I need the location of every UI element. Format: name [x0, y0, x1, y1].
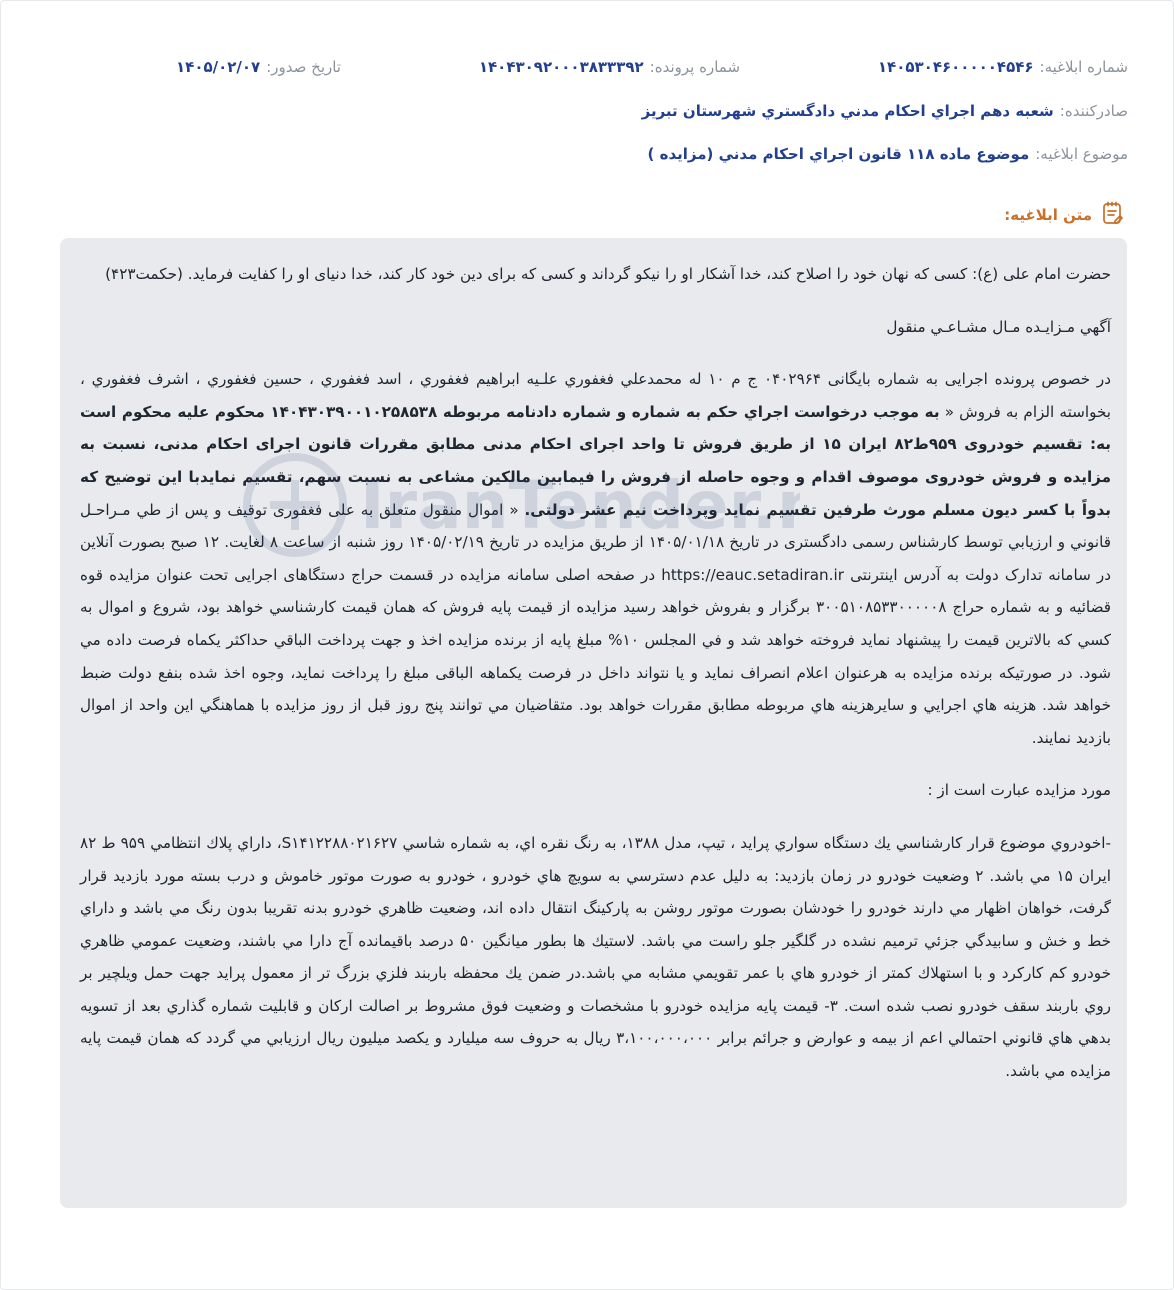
notice-number-value: ۱۴۰۵۳۰۴۶۰۰۰۰۰۴۵۴۶: [877, 58, 1034, 76]
case-number: [479, 58, 740, 76]
auction-details-intro: در خصوص پرونده اجرايی به شماره بايگانی ۰۴۰۲۹۶۴ ج م ۱۰ له محمدعلي فغفوري علـيه ابراهيم فغفوري ، اسد فغفوري ، حسين فغفوري ، اشرف فغفوري ، بخواسته الزام به فروش «: [80, 370, 1111, 421]
auction-details-terms: « اموال منقول متعلق به علی فغفوری توقيف و پس از طي مـراحـل قانوني و ارزيابي توسط كارشناس رسمی دادگستری در تاريخ ۱۴۰۵/۰۱/۱۸ از طريق مزايده در تاريخ ۱۴۰۵/۰۲/۱۹ روز شنبه از ساعت ۸ لغايت. ۱۲ صبح بصورت آنلاين در سامانه تدارک دولت به آدرس اينترنتی https://eauc.setadiran.ir در صفحه اصلی سامانه مزايده در قسمت حراج دستگاهای اجرايی تحت عنوان مزايده قوه قضائيه و به شماره حراج ۳۰۰۵۱۰۸۵۳۳۰۰۰۰۰۸ برگزار و بفروش خواهد رسيد مزايده از قيمت پايه فروش كه همان قيمت كارشناسي خواهد بود، شروع و اموال به كسي كه بالاترين قيمت را پيشنهاد نمايد فروخته خواهد شد و في المجلس ۱۰% مبلغ پايه از برنده مزايده اخذ و جهت پرداخت الباقي حداكثر يكماه فرصت داده مي شود. در صورتيكه برنده مزايده به هرعنوان اعلام انصراف نمايد و يا نتواند داخل در فرصت يكماهه الباقی مبلغ را پرداخت نمايد، وجوه اخذ شده بنفع دولت ضبط خواهد شد. هزينه هاي اجرايي و سايرهزينه هاي مربوطه مطابق مقررات خواهد بود. متقاضيان مي توانند پنج روز قبل از روز مزايده با هماهنگي اين واحد از اموال بازديد نمايند.: [80, 500, 1111, 747]
issue-date-value: ۱۴۰۵/۰۲/۰۷: [176, 58, 261, 76]
case-number-value: ۱۴۰۴۳۰۹۲۰۰۰۳۸۳۳۳۹۲: [478, 58, 644, 76]
notice-body: [60, 238, 1127, 1208]
notice-number-label: شماره ابلاغیه:: [1039, 58, 1128, 76]
case-number-label: شماره پرونده:: [649, 58, 741, 76]
notice-text-title: متن ابلاغیه:: [1004, 206, 1092, 224]
notice-number: [878, 58, 1128, 76]
subject-label: موضوع ابلاغیه:: [1035, 145, 1128, 163]
subject-row: [46, 145, 1128, 163]
notice-text-heading: [1004, 200, 1126, 230]
issuer-value: شعبه دهم اجراي احكام مدني دادگستري شهرستان تبريز: [641, 102, 1054, 120]
auction-details-paragraph: [80, 363, 1111, 754]
quote-paragraph: حضرت امام علی (ع): کسی که نهان خود را اصلاح کند، خدا آشکار او را نیکو گرداند و کسی که برای دین خود کار کند، خدا دنیای او را کفایت فرماید. (حکمت۴۲۳): [105, 265, 1111, 283]
header-meta-row: [46, 58, 1128, 76]
issue-date-label: تاریخ صدور:: [266, 58, 341, 76]
document-note-icon: [1100, 200, 1126, 230]
subject-value: موضوع ماده ۱۱۸ قانون اجراي احكام مدني (مزايده ): [647, 145, 1030, 163]
auction-item-heading: مورد مزايده عبارت است از :: [927, 781, 1111, 800]
auction-heading: آگهي مـزايـده مـال مشـاعـي منقول: [886, 317, 1111, 336]
issuer-label: صادرکننده:: [1059, 102, 1128, 120]
auction-item-description: -اخودروي موضوع قرار كارشناسي يك دستگاه سواري پرايد ، تيپ، مدل ۱۳۸۸، به رنگ نقره اي، به شماره شاسي S۱۴۱۲۲۸۸۰۲۱۶۲۷، داراي پلاك انتظامي ۹۵۹ ط ۸۲ ايران ۱۵ مي باشد. ۲ وضعيت خودرو در زمان بازديد: به دليل عدم دسترسي به سويچ هاي خودرو ، خودرو به صورت موتور خاموش و درب بسته مورد بازديد قرار گرفت، خواهان اظهار مي دارند خودرو را خودشان بصورت موتور روشن به پاركينگ انتقال داده اند، وضعيت ظاهري خودرو بدنه تقريبا بدون رنگ مي باشد و داراي خط و خش و سابيدگي جزئي ترميم نشده در گلگير جلو راست مي باشد. لاستيك ها بطور ميانگين ۵۰ درصد باقيمانده آج دارا مي باشند، وضعيت عمومي ظاهري خودرو كم كاركرد و با استهلاك كمتر از خودرو هاي با عمر تقويمي مشابه مي باشد.در ضمن يك محفظه باربند فلزي بزرگ تر از معمول پرايد جهت حمل ويلچير بر روي باربند سقف خودرو نصب شده است. ۳- قيمت پايه مزايده خودرو با مشخصات و وضعيت فوق مشروط بر اصالت اركان و قابليت شماره گذاري بعد از تسويه بدهي هاي قانوني احتمالي اعم از بيمه و عوارض و جرائم برابر ۳،۱۰۰،۰۰۰،۰۰۰ ريال به حروف سه ميليارد و يكصد ميليون ريال ارزيابي مي گردد كه همان قيمت پايه مزايده مي باشد.: [80, 833, 1112, 1081]
issue-date: [176, 58, 341, 76]
auction-details-ruling: به موجب درخواست اجراي حكم به شماره و شماره دادنامه مربوطه ۱۴۰۴۳۰۳۹۰۰۱۰۲۵۸۵۳۸ محكوم عليه محكوم است به: تقسيم خودروی ۹۵۹ط۸۲ ايران ۱۵ از طريق فروش تا واحد اجرای احكام مدنی مطابق مقررات قانون اجرای احكام مدنی، نسبت به مزايده و فروش خودروی موصوف اقدام و وجوه حاصله از فروش را فيمابين مالكين مشاعی به نسبت سهم، تقسيم نمايدبا اين توضيح كه بدواً با كسر ديون مسلم مورث طرفين تقسيم نمايد وپرداخت نيم عشر دولتی.: [80, 402, 1111, 519]
issuer-row: [46, 102, 1128, 120]
